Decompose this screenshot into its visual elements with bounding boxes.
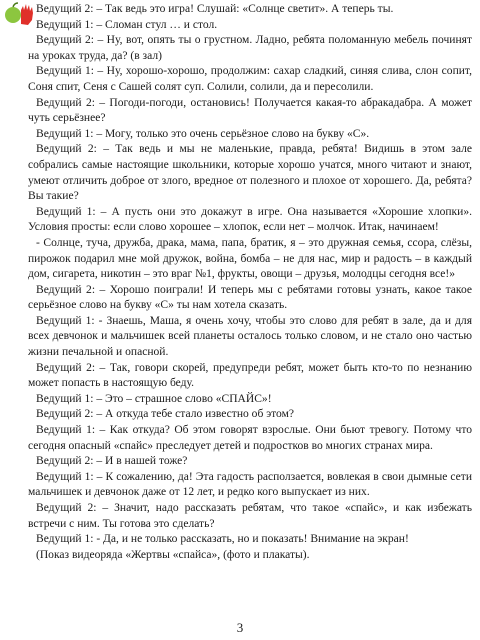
paragraph: Ведущий 1: – Это – страшное слово «СПАЙС»! [36, 392, 272, 405]
document-body [28, 2, 472, 563]
paragraph: Ведущий 1: – Сломан стул … и стол. [36, 18, 218, 31]
paragraph: Ведущий 1: - Да, и не только рассказать, но и показать! Внимание на экран! [36, 533, 409, 546]
paragraph: Ведущий 2: – Значит, надо рассказать ребятам, что такое «спайс», и как избежать встречи с ним. Ты готова это сделать? [28, 502, 472, 530]
paragraph: Ведущий 2: – Так, говори скорей, предупреди ребят, может быть кто-то по незнанию может попасть в настоящую беду. [28, 361, 472, 390]
paragraph: Ведущий 2: – А откуда тебе стало известно об этом? [36, 408, 295, 421]
paragraph: Ведущий 1: - Знаешь, Маша, я очень хочу, чтобы это слово для ребят в зале, да и для всех девчонок и мальчишек всей планеты осталось только словом, и не стало оно частью жизни печальной и опасной. [28, 314, 472, 359]
paragraph: Ведущий 2: – Ну, вот, опять ты о грустном. Ладно, ребята поломанную мебель починят на уроках труда, да? (в зал) [28, 34, 472, 62]
paragraph: Ведущий 2: – Так ведь и мы не маленькие, правда, ребята! Видишь в этом зале собрались самые настоящие школьники, которые хорошо учатся, много читают и знают, умеют отличить доброе от злого, вредное от полезного и плохое от хорошего. Да, ребята? Вы такие? [28, 143, 472, 203]
paragraph: Ведущий 2: – Так ведь это игра! Слушай: «Солнце светит». А теперь ты. [36, 3, 394, 15]
paragraph: Ведущий 2: – Погоди-погоди, остановись! Получается какая-то абракадабра. А может чуть серьёзнее? [28, 96, 472, 125]
paragraph: Ведущий 1: – А пусть они это докажут в игре. Она называется «Хорошие хлопки». Условия просты: если слово хорошее – хлопок, если нет – молчок. Итак, начинаем! [28, 205, 472, 234]
paragraph: - Солнце, туча, дружба, драка, мама, папа, братик, я – это дружная семья, ссора, слёзы, пирожок подарил мне мой дружок, война, бомба – не для нас, мир и радость – в каждый дом, сигарета, никотин – это враг №1, фрукты, овощи – друзья, молодцы сегодня все!» [28, 236, 472, 281]
paragraph: Ведущий 1: – Могу, только это очень серьёзное слово на букву «С». [36, 127, 370, 140]
paragraph: Ведущий 1: – К сожалению, да! Эта гадость расползается, вовлекая в свои дымные сети мальчишек и девчонок даже от 12 лет, и редко кого выпускает из них. [28, 470, 472, 499]
page-number: 3 [236, 620, 244, 635]
paragraph: Ведущий 2: – И в нашей тоже? [36, 455, 188, 468]
paragraph: Ведущий 2: – Хорошо поиграли! И теперь мы с ребятами готовы узнать, какое такое серьёзное слово на букву «С» ты нам хотела сказать. [28, 283, 472, 312]
paragraph: Ведущий 1: – Ну, хорошо-хорошо, продолжим: сахар сладкий, синяя слива, слон сопит, Соня спит, Сеня с Сашей солят суп. Солили, солили, да и пересолили. [28, 65, 472, 93]
paragraph: Ведущий 1: – Как откуда? Об этом говорят взрослые. Они бьют тревогу. Потому что сегодня опасный «спайс» преследует детей и подростков во многих странах мира. [28, 424, 472, 452]
paragraph: (Показ видеоряда «Жертвы «спайса», (фото и плакаты). [36, 548, 310, 561]
